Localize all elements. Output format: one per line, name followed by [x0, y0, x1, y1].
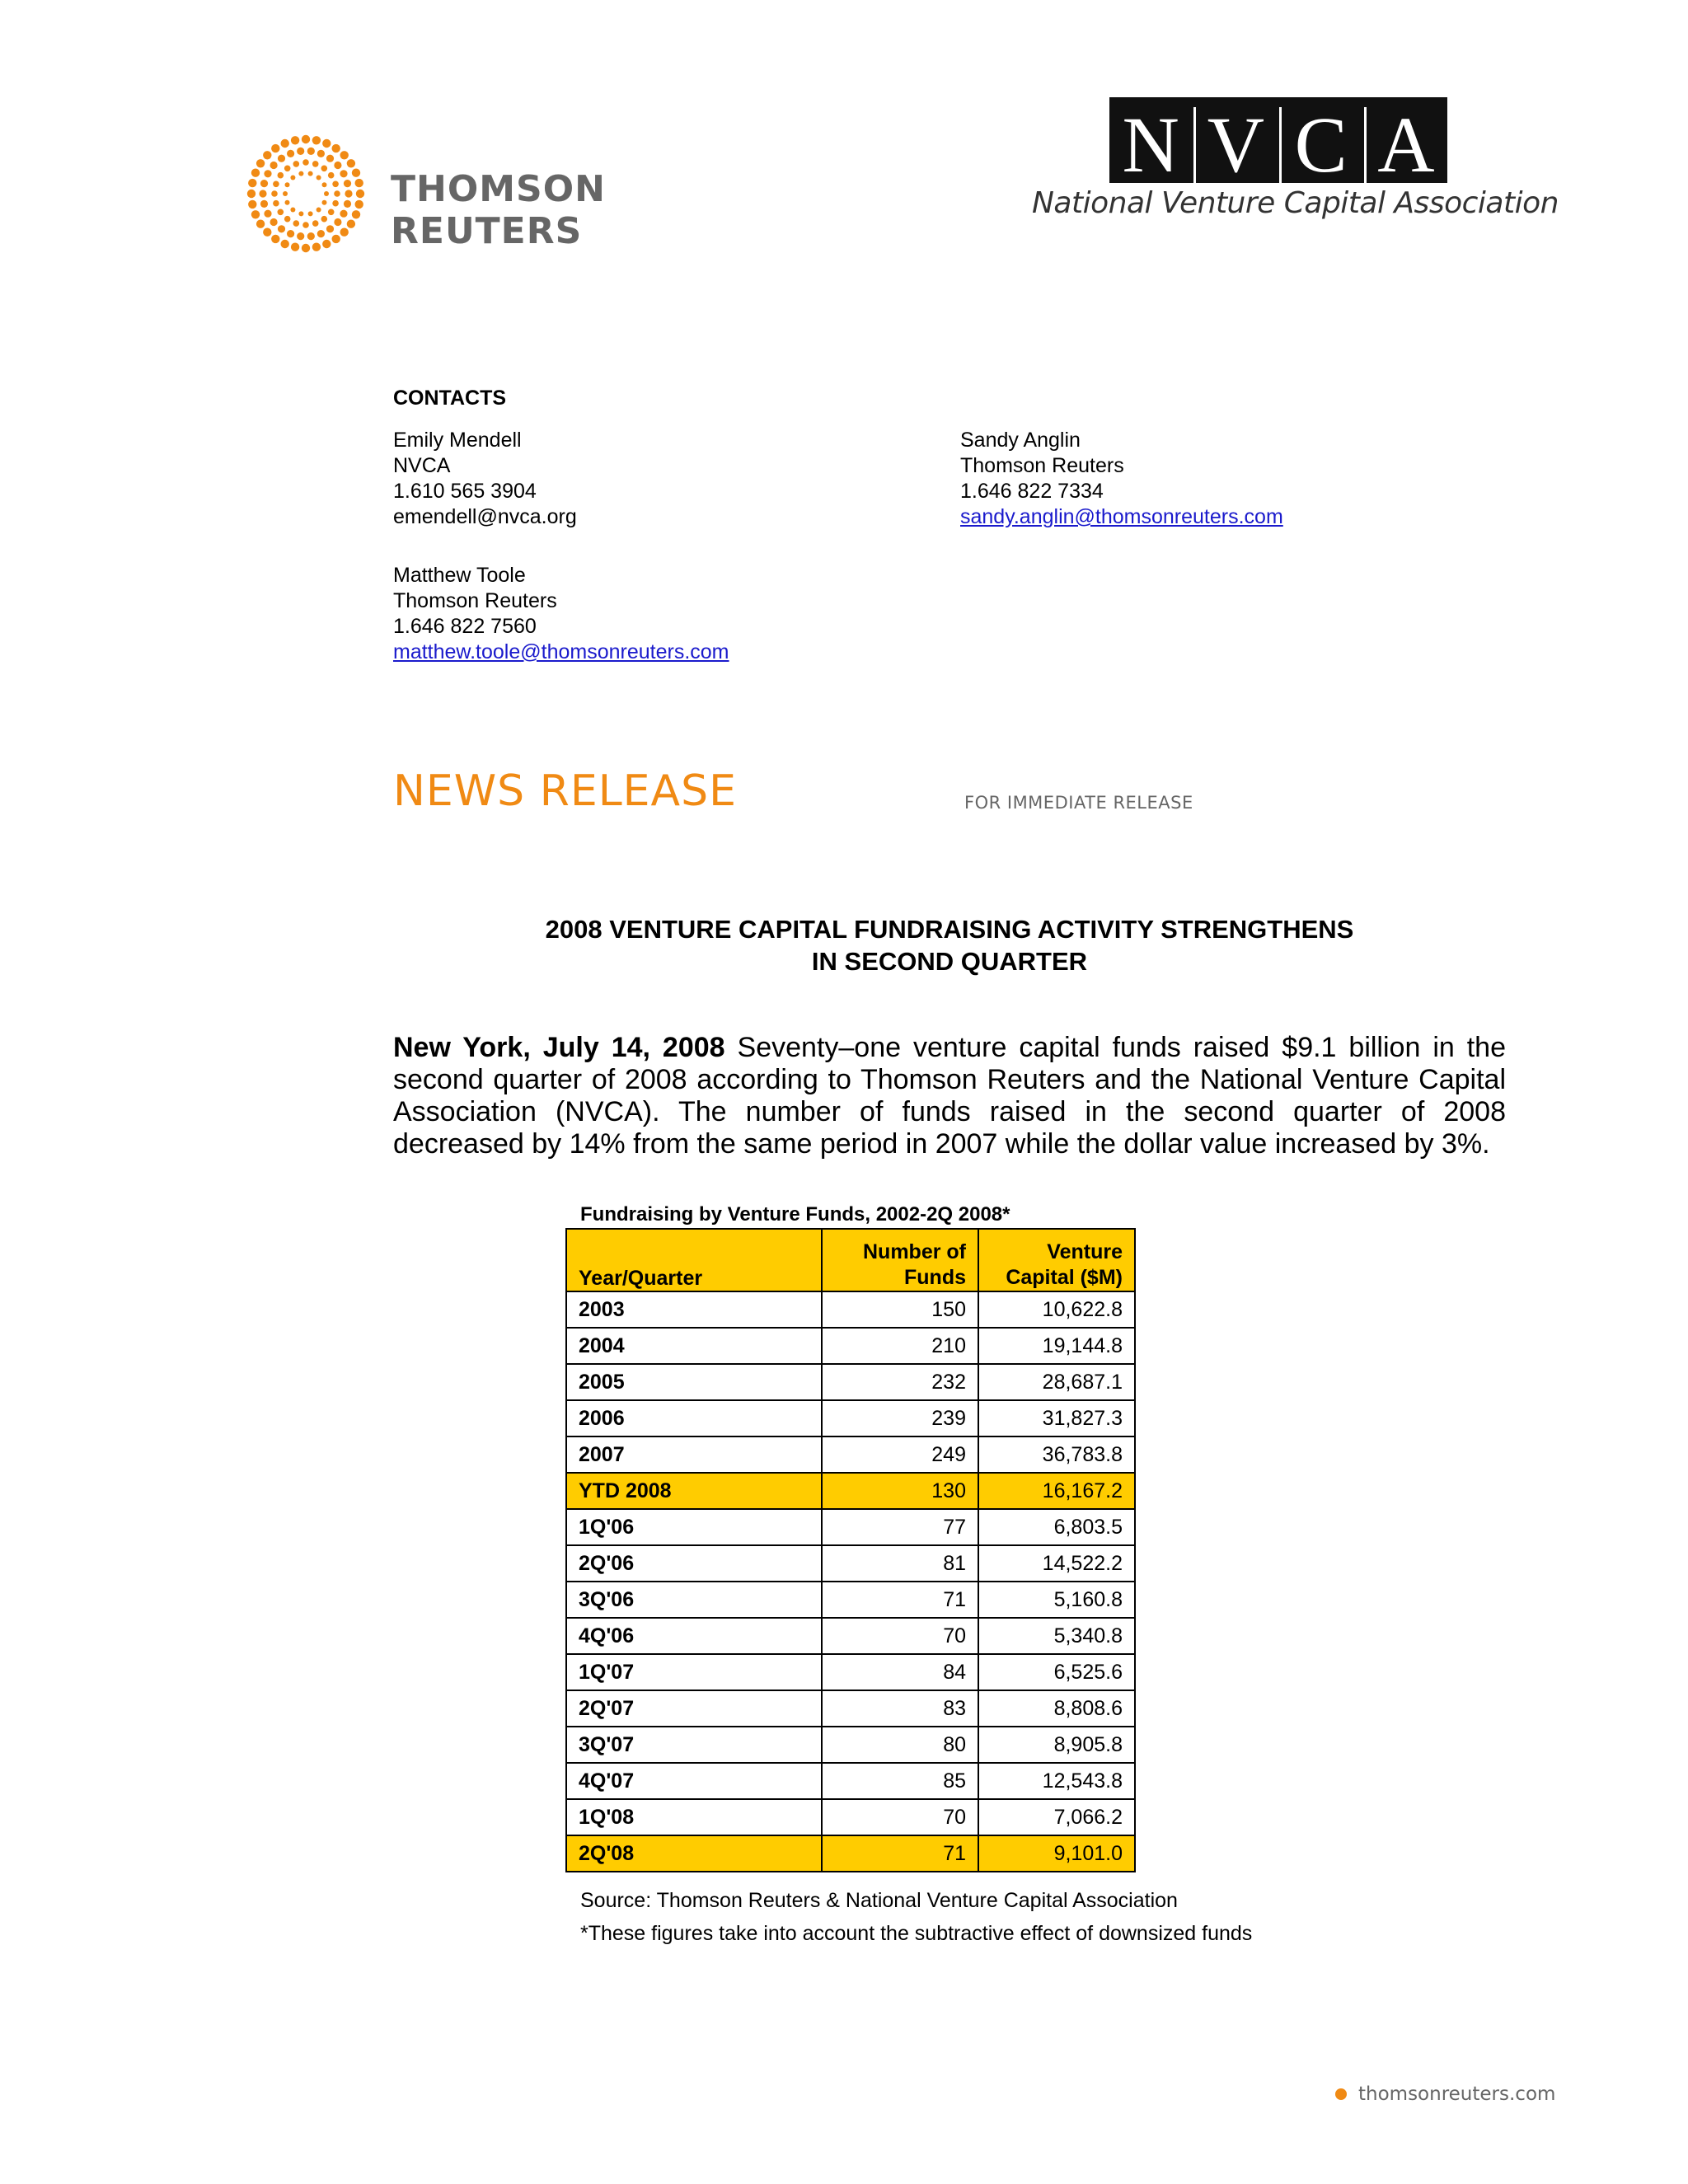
table-row — [566, 1509, 1135, 1545]
thomson-reuters-wordmark: THOMSON REUTERS — [391, 168, 606, 252]
contact-phone: 1.610 565 3904 — [393, 480, 537, 503]
header-line: Funds — [904, 1266, 966, 1289]
row-period: 1Q'07 — [566, 1654, 822, 1690]
logo-dot — [273, 181, 279, 188]
nvca-letter: V — [1193, 107, 1275, 183]
row-funds: 249 — [822, 1436, 978, 1473]
table-footnote: *These figures take into account the subtractive effect of downsized funds — [580, 1922, 1253, 1945]
contact-block — [960, 428, 1283, 530]
contact-phone: 1.646 822 7334 — [960, 480, 1104, 503]
logo-dot — [321, 166, 328, 172]
row-period: 2006 — [566, 1400, 822, 1436]
row-capital: 6,803.5 — [978, 1509, 1135, 1545]
header-number-of-funds — [822, 1229, 978, 1291]
row-funds: 70 — [822, 1618, 978, 1654]
lede-body: Seventy–one venture capital funds raised $9.1 billion in the second quarter of 2008 according to Thomson Reuters and the National Venture Capital Association (NVCA). The number of funds raised in the second quarter of 2008 decreased by 14% from the same period in 2007 while the dollar value increased by 3%. — [393, 1032, 1506, 1160]
row-period: 2004 — [566, 1328, 822, 1364]
table-row — [566, 1436, 1135, 1473]
logo-dot — [334, 218, 341, 226]
logo-dot — [328, 172, 335, 179]
row-capital: 5,160.8 — [978, 1582, 1135, 1618]
nvca-letter: A — [1364, 107, 1446, 183]
logo-dot — [344, 180, 351, 187]
logo-dot — [271, 190, 278, 197]
logo-dot — [270, 162, 278, 169]
nvca-letter: C — [1279, 107, 1361, 183]
table-row — [566, 1727, 1135, 1763]
table-row — [566, 1654, 1135, 1690]
row-funds: 83 — [822, 1690, 978, 1727]
logo-dot — [352, 210, 360, 218]
logo-dot — [285, 200, 290, 205]
logo-dot — [264, 210, 271, 218]
row-period: 2007 — [566, 1436, 822, 1473]
logo-dot — [312, 161, 319, 167]
logo-dot — [248, 200, 256, 209]
table-row — [566, 1582, 1135, 1618]
row-capital: 9,101.0 — [978, 1835, 1135, 1872]
table-row — [566, 1328, 1135, 1364]
logo-dot — [273, 200, 279, 207]
contact-name: Matthew Toole — [393, 564, 526, 587]
logo-dot — [332, 235, 340, 243]
logo-dot — [293, 220, 300, 227]
row-funds: 150 — [822, 1291, 978, 1328]
logo-dot — [340, 228, 349, 237]
table-row — [566, 1400, 1135, 1436]
logo-dot — [260, 200, 268, 208]
logo-dot — [302, 222, 309, 228]
logo-dot — [316, 208, 321, 213]
logo-dot — [278, 209, 284, 216]
logo-dot — [283, 191, 288, 196]
logo-dot — [297, 148, 304, 155]
row-period: 2005 — [566, 1364, 822, 1400]
logo-dot — [308, 171, 313, 176]
logo-dot — [317, 230, 325, 237]
logo-dot — [260, 180, 268, 187]
row-capital: 7,066.2 — [978, 1799, 1135, 1835]
row-capital: 5,340.8 — [978, 1618, 1135, 1654]
row-funds: 70 — [822, 1799, 978, 1835]
table-row — [566, 1799, 1135, 1835]
logo-dot — [340, 151, 349, 159]
table-header-row — [566, 1229, 1135, 1291]
logo-dot — [264, 170, 271, 177]
logo-dot — [293, 161, 300, 167]
contact-org: Thomson Reuters — [960, 454, 1124, 477]
header-venture-capital — [978, 1229, 1135, 1291]
logo-dot — [316, 176, 321, 180]
row-period: 1Q'06 — [566, 1509, 822, 1545]
row-funds: 71 — [822, 1835, 978, 1872]
row-capital: 31,827.3 — [978, 1400, 1135, 1436]
logo-dot — [278, 225, 285, 232]
logo-dot — [326, 225, 334, 232]
logo-dot — [291, 136, 299, 144]
row-funds: 85 — [822, 1763, 978, 1799]
contacts-heading: CONTACTS — [393, 387, 507, 410]
logo-dot — [287, 230, 294, 237]
contact-name: Emily Mendell — [393, 429, 522, 452]
contact-block — [393, 428, 577, 530]
logo-dot — [307, 148, 315, 155]
logo-dot — [345, 190, 352, 197]
table-row — [566, 1545, 1135, 1582]
table-row — [566, 1763, 1135, 1799]
row-period: 1Q'08 — [566, 1799, 822, 1835]
thomson-reuters-dots-icon — [244, 132, 368, 255]
logo-dot — [302, 159, 309, 166]
row-period: 2Q'06 — [566, 1545, 822, 1582]
logo-dot — [251, 210, 260, 218]
row-period: 2Q'08 — [566, 1835, 822, 1872]
logo-dot — [302, 135, 310, 143]
row-period: 2003 — [566, 1291, 822, 1328]
logo-dot — [312, 136, 321, 144]
row-capital: 8,905.8 — [978, 1727, 1135, 1763]
logo-dot — [344, 200, 351, 208]
row-capital: 28,687.1 — [978, 1364, 1135, 1400]
logo-dot — [347, 159, 355, 167]
logo-dot — [321, 216, 328, 223]
logo-dot — [290, 208, 295, 213]
contact-email-link[interactable]: sandy.anglin@thomsonreuters.com — [960, 505, 1283, 528]
row-funds: 232 — [822, 1364, 978, 1400]
footer — [1335, 2083, 1555, 2105]
logo-dot — [251, 169, 260, 177]
logo-dot — [322, 182, 327, 187]
logo-dot — [328, 209, 335, 216]
nvca-mark — [1109, 97, 1447, 189]
fundraising-table — [565, 1228, 1136, 1872]
logo-dot — [312, 243, 321, 251]
logo-dot — [284, 216, 291, 223]
row-period: 3Q'06 — [566, 1582, 822, 1618]
table-row — [566, 1364, 1135, 1400]
news-release-title: NEWS RELEASE — [393, 766, 737, 816]
header-line: Number of — [863, 1240, 966, 1263]
headline-line: IN SECOND QUARTER — [811, 947, 1088, 976]
logo-dot — [324, 191, 329, 196]
logo-dot — [248, 179, 256, 187]
contact-org: Thomson Reuters — [393, 589, 557, 612]
logo-dot — [355, 179, 363, 187]
logo-dot — [270, 218, 278, 226]
logo-dot — [287, 150, 294, 157]
orange-dot-icon — [1335, 2088, 1347, 2100]
logo-dot — [326, 155, 334, 162]
thomson-reuters-logo — [244, 132, 771, 255]
logo-dot — [291, 243, 299, 251]
row-period: 4Q'07 — [566, 1763, 822, 1799]
row-funds: 130 — [822, 1473, 978, 1509]
logo-dot — [340, 170, 347, 177]
logo-dot — [281, 240, 289, 248]
table-row — [566, 1291, 1135, 1328]
contact-block — [393, 563, 729, 665]
logo-dot — [284, 166, 291, 172]
logo-dot — [247, 190, 256, 198]
headline-line: 2008 VENTURE CAPITAL FUNDRAISING ACTIVITY STRENGTHENS — [545, 915, 1354, 944]
logo-dot — [312, 220, 319, 227]
logo-dot — [332, 200, 339, 207]
row-funds: 210 — [822, 1328, 978, 1364]
row-funds: 77 — [822, 1509, 978, 1545]
nvca-name: National Venture Capital Association — [1032, 186, 1559, 220]
header-line: Capital ($M) — [1006, 1266, 1123, 1289]
table-row — [566, 1618, 1135, 1654]
row-capital: 19,144.8 — [978, 1328, 1135, 1364]
table-row — [566, 1473, 1135, 1509]
table-body — [566, 1291, 1135, 1872]
row-period: 2Q'07 — [566, 1690, 822, 1727]
logo-dot — [352, 169, 360, 177]
row-funds: 84 — [822, 1654, 978, 1690]
logo-dot — [271, 235, 279, 243]
logo-dot — [256, 220, 265, 228]
row-period: 4Q'06 — [566, 1618, 822, 1654]
logo-dot — [332, 144, 340, 152]
logo-dot — [290, 176, 295, 180]
logo-dot — [340, 210, 347, 218]
logo-dot — [271, 144, 279, 152]
logo-dot — [334, 190, 340, 197]
logo-dot — [322, 200, 327, 205]
footer-url[interactable]: thomsonreuters.com — [1358, 2083, 1556, 2105]
logo-dot — [281, 139, 289, 148]
row-funds: 239 — [822, 1400, 978, 1436]
logo-dot — [355, 200, 363, 209]
contact-org: NVCA — [393, 454, 451, 477]
row-funds: 81 — [822, 1545, 978, 1582]
row-funds: 71 — [822, 1582, 978, 1618]
row-funds: 80 — [822, 1727, 978, 1763]
table-caption: Fundraising by Venture Funds, 2002-2Q 2008* — [580, 1203, 1010, 1226]
table-source: Source: Thomson Reuters & National Venture Capital Association — [580, 1889, 1178, 1912]
logo-dot — [298, 211, 303, 216]
logo-dot — [322, 240, 331, 248]
headline — [393, 913, 1506, 977]
logo-dot — [259, 190, 266, 197]
logo-dot — [297, 232, 304, 240]
logo-dot — [298, 171, 303, 176]
header-line: Venture — [1047, 1240, 1123, 1263]
logo-dot — [263, 151, 271, 159]
contact-email: emendell@nvca.org — [393, 505, 577, 528]
logo-dot — [302, 244, 310, 252]
header-year-quarter: Year/Quarter — [566, 1229, 822, 1291]
lede-paragraph — [393, 1032, 1506, 1160]
logo-dot — [317, 150, 325, 157]
row-period: YTD 2008 — [566, 1473, 822, 1509]
row-capital: 10,622.8 — [978, 1291, 1135, 1328]
logo-dot — [308, 211, 313, 216]
row-capital: 14,522.2 — [978, 1545, 1135, 1582]
row-period: 3Q'07 — [566, 1727, 822, 1763]
logo-dot — [307, 232, 315, 240]
row-capital: 8,808.6 — [978, 1690, 1135, 1727]
table-row — [566, 1835, 1135, 1872]
row-capital: 12,543.8 — [978, 1763, 1135, 1799]
logo-dot — [322, 139, 331, 148]
logo-dot — [285, 182, 290, 187]
logo-dot — [334, 162, 341, 169]
dateline: New York, July 14, 2008 — [393, 1032, 725, 1063]
logo-dot — [263, 228, 271, 237]
contact-phone: 1.646 822 7560 — [393, 615, 537, 638]
contact-name: Sandy Anglin — [960, 429, 1081, 452]
row-capital: 16,167.2 — [978, 1473, 1135, 1509]
logo-dot — [278, 155, 285, 162]
row-capital: 36,783.8 — [978, 1436, 1135, 1473]
logo-dot — [347, 220, 355, 228]
contact-email-link[interactable]: matthew.toole@thomsonreuters.com — [393, 640, 729, 663]
row-capital: 6,525.6 — [978, 1654, 1135, 1690]
table-row — [566, 1690, 1135, 1727]
nvca-letter: N — [1122, 101, 1179, 189]
logo-dot — [278, 172, 284, 179]
logo-dot — [332, 181, 339, 188]
nvca-logo — [1029, 97, 1559, 229]
logo-dot — [256, 159, 265, 167]
immediate-release-label: FOR IMMEDIATE RELEASE — [964, 793, 1193, 813]
logo-dot — [356, 190, 364, 198]
